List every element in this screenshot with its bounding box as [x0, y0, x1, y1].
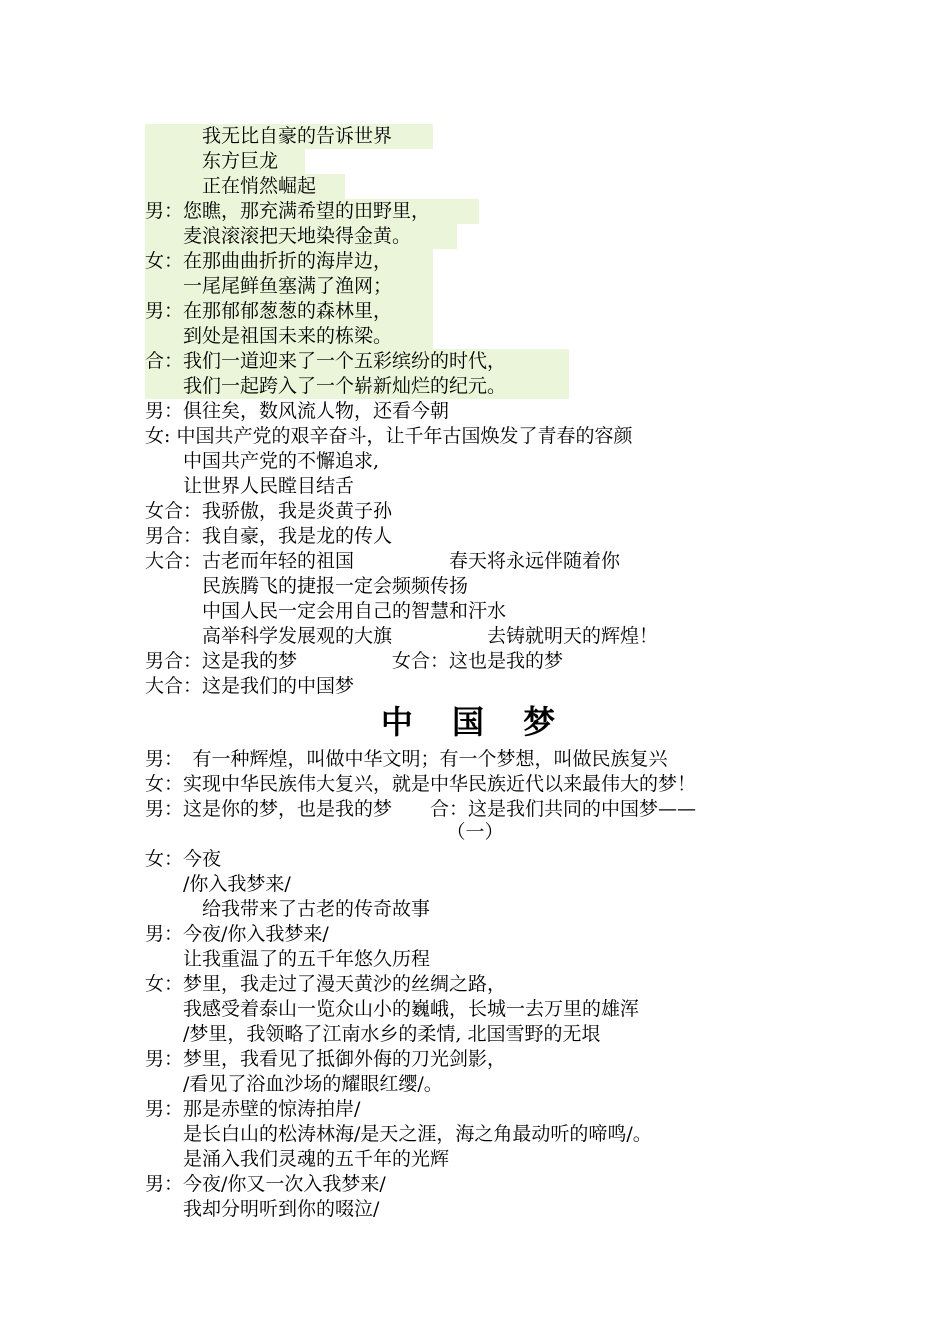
text-line: 我们一起跨入了一个崭新灿烂的纪元。 — [145, 374, 569, 399]
text-line: 男合：这是我的梦 女合：这也是我的梦 — [145, 650, 564, 672]
text-line: 男： 有一种辉煌，叫做中华文明；有一个梦想，叫做民族复兴 — [145, 748, 668, 770]
text-line: 女：梦里，我走过了漫天黄沙的丝绸之路， — [145, 973, 507, 995]
text-line: 男：俱往矣，数风流人物，还看今朝 — [145, 400, 450, 422]
text-line: 女: 中国共产党的艰辛奋斗，让千年古国焕发了青春的容颜 — [145, 425, 633, 447]
text-line: 我感受着泰山一览众山小的巍峨，长城一去万里的雄浑 — [145, 998, 640, 1020]
text-line: 大合：古老而年轻的祖国 春天将永远伴随着你 — [145, 550, 621, 572]
text-line: 麦浪滚滚把天地染得金黄。 — [145, 224, 457, 249]
text-line: 合：我们一道迎来了一个五彩缤纷的时代， — [145, 349, 569, 374]
text-line: 让世界人民瞠目结舌 — [145, 475, 355, 497]
section-label: （一） — [446, 821, 504, 843]
text-line: 男：今夜/你入我梦来/ — [145, 923, 329, 945]
text-line: 女合：我骄傲，我是炎黄子孙 — [145, 500, 393, 522]
text-line: 女：在那曲曲折折的海岸边， — [145, 249, 433, 274]
text-line: 男合：我自豪，我是龙的传人 — [145, 525, 393, 547]
text-line: 一尾尾鲜鱼塞满了渔网； — [145, 274, 433, 299]
text-line: 大合：这是我们的中国梦 — [145, 675, 355, 697]
text-line: 男：梦里，我看见了抵御外侮的刀光剑影， — [145, 1048, 507, 1070]
text-line: 是涌入我们灵魂的五千年的光辉 — [145, 1148, 450, 1170]
text-line: 东方巨龙 — [145, 149, 305, 174]
text-line: 男：那是赤壁的惊涛拍岸/ — [145, 1098, 361, 1120]
text-line: 我无比自豪的告诉世界 — [145, 124, 433, 149]
text-line: /看见了浴血沙场的耀眼红缨/。 — [145, 1073, 443, 1095]
text-line: 到处是祖国未来的栋梁。 — [145, 324, 433, 349]
page-title: 中 国 梦 — [380, 703, 570, 741]
text-line: 男：您瞧，那充满希望的田野里， — [145, 199, 479, 224]
text-line: 我却分明听到你的啜泣/ — [145, 1198, 380, 1220]
text-line: 高举科学发展观的大旗 去铸就明天的辉煌！ — [145, 625, 659, 647]
text-line: 男：今夜/你又一次入我梦来/ — [145, 1173, 386, 1195]
text-line: /梦里，我领略了江南水乡的柔情, 北国雪野的无垠 — [145, 1023, 601, 1045]
text-line: 中国共产党的不懈追求, — [145, 450, 380, 472]
text-line: 女：实现中华民族伟大复兴，就是中华民族近代以来最伟大的梦！ — [145, 773, 697, 795]
text-line: 女：今夜 — [145, 848, 222, 870]
text-line: 让我重温了的五千年悠久历程 — [145, 948, 431, 970]
text-line: 男：这是你的梦，也是我的梦 合：这是我们共同的中国梦—— — [145, 798, 697, 820]
text-line: 中国人民一定会用自己的智慧和汗水 — [145, 600, 507, 622]
text-line: 民族腾飞的捷报一定会频频传扬 — [145, 575, 469, 597]
text-line: 正在悄然崛起 — [145, 174, 345, 199]
text-line: 男：在那郁郁葱葱的森林里， — [145, 299, 433, 324]
text-line: 给我带来了古老的传奇故事 — [145, 898, 431, 920]
text-line: 是长白山的松涛林海/是天之涯，海之角最动听的啼鸣/。 — [145, 1123, 652, 1145]
text-line: /你入我梦来/ — [145, 873, 291, 895]
